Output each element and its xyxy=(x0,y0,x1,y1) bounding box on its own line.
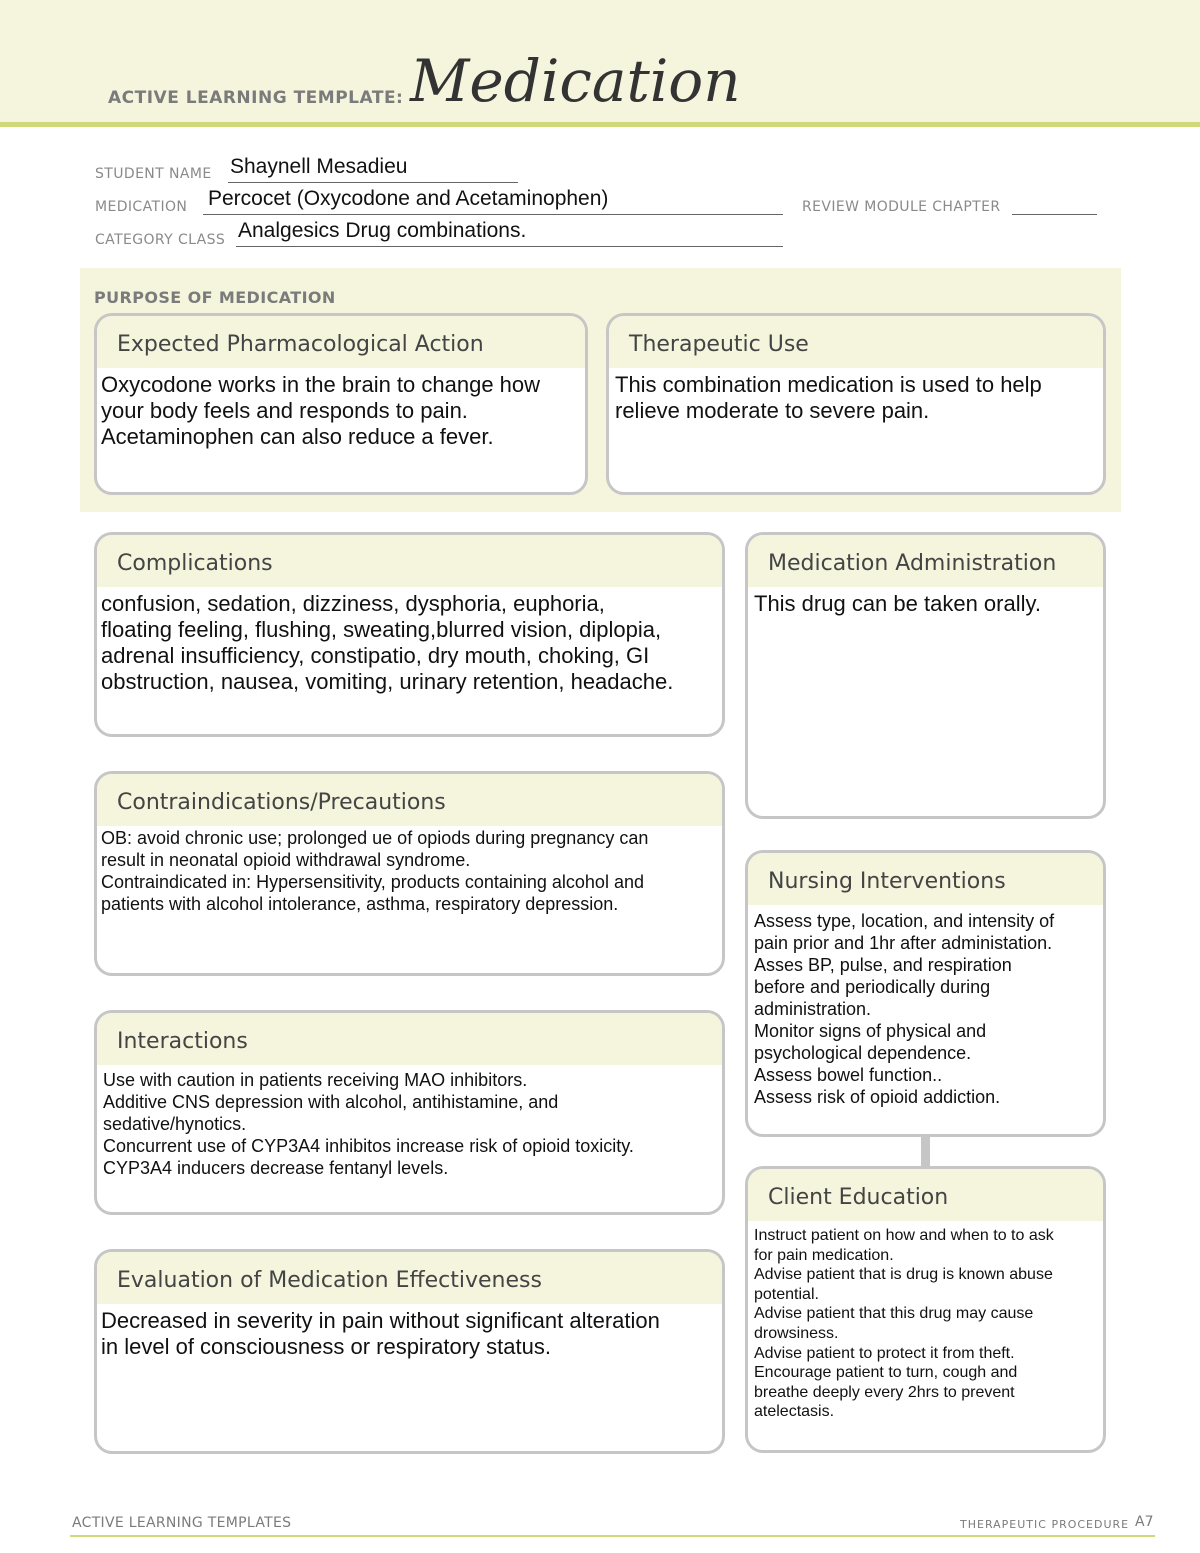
contraindications-line: Contraindicated in: Hypersensitivity, products containing alcohol and xyxy=(101,872,644,892)
nursing-line: Asses BP, pulse, and respiration xyxy=(754,955,1012,975)
client-education-box xyxy=(745,1166,1106,1453)
expected-action-line: your body feels and responds to pain. xyxy=(101,398,468,423)
interactions-line: sedative/hynotics. xyxy=(103,1114,247,1134)
therapeutic-use-text[interactable] xyxy=(609,368,1103,424)
medication-label: MEDICATION xyxy=(95,199,188,215)
complications-heading: Complications xyxy=(97,535,722,587)
template-label: ACTIVE LEARNING TEMPLATE: xyxy=(108,88,404,108)
complications-line: floating feeling, flushing, sweating,blurred vision, diplopia, xyxy=(101,617,662,642)
client-education-heading: Client Education xyxy=(748,1169,1103,1221)
complications-line: obstruction, nausea, vomiting, urinary retention, headache. xyxy=(101,669,674,694)
education-line: Advise patient to protect it from theft. xyxy=(754,1344,1015,1362)
footer-right-label: THERAPEUTIC PROCEDURE xyxy=(960,1518,1130,1531)
nursing-interventions-text[interactable] xyxy=(748,905,1103,1108)
education-line: Instruct patient on how and when to to ask xyxy=(754,1227,1054,1244)
expected-action-line: Oxycodone works in the brain to change how xyxy=(101,372,541,397)
student-name-label: STUDENT NAME xyxy=(95,166,212,182)
contraindications-line: OB: avoid chronic use; prolonged ue of opiods during pregnancy can xyxy=(101,828,649,848)
therapeutic-use-line: relieve moderate to severe pain. xyxy=(615,398,930,423)
complications-box xyxy=(94,532,725,737)
contraindications-line: patients with alcohol intolerance, asthma, respiratory depression. xyxy=(101,894,619,914)
expected-action-line: Acetaminophen can also reduce a fever. xyxy=(101,424,494,449)
expected-action-box xyxy=(94,313,588,495)
category-class-field[interactable]: Analgesics Drug combinations. xyxy=(238,219,527,242)
complications-line: confusion, sedation, dizziness, dysphoria, euphoria, xyxy=(101,591,605,616)
complications-text[interactable] xyxy=(97,587,722,695)
contraindications-box xyxy=(94,771,725,976)
evaluation-line: Decreased in severity in pain without significant alteration xyxy=(101,1308,660,1333)
interactions-line: Use with caution in patients receiving MAO inhibitors. xyxy=(103,1070,528,1090)
therapeutic-use-line: This combination medication is used to help xyxy=(615,372,1042,397)
complications-line: adrenal insufficiency, constipatio, dry mouth, choking, GI xyxy=(101,643,650,668)
interactions-box xyxy=(94,1010,725,1215)
nursing-line: Assess type, location, and intensity of xyxy=(754,911,1055,931)
medication-field[interactable]: Percocet (Oxycodone and Acetaminophen) xyxy=(208,187,609,210)
nursing-line: before and periodically during xyxy=(754,977,991,997)
category-class-underline xyxy=(236,246,783,247)
medication-underline xyxy=(203,214,783,215)
administration-text[interactable] xyxy=(748,587,1103,617)
interactions-line: Additive CNS depression with alcohol, antihistamine, and xyxy=(103,1092,559,1112)
review-module-label: REVIEW MODULE CHAPTER xyxy=(802,199,1001,215)
interactions-line: CYP3A4 inducers decrease fentanyl levels. xyxy=(103,1158,449,1178)
contraindications-heading: Contraindications/Precautions xyxy=(97,774,722,826)
interactions-heading: Interactions xyxy=(97,1013,722,1065)
nursing-line: Assess risk of opioid addiction. xyxy=(754,1087,1001,1107)
interactions-text[interactable] xyxy=(97,1065,722,1179)
page-number: A7 xyxy=(1135,1514,1154,1530)
category-class-label: CATEGORY CLASS xyxy=(95,232,226,248)
education-line: Encourage patient to turn, cough and xyxy=(754,1364,1018,1382)
review-module-field[interactable] xyxy=(1012,214,1097,215)
education-line: Advise patient that this drug may cause xyxy=(754,1305,1034,1323)
therapeutic-use-heading: Therapeutic Use xyxy=(609,316,1103,368)
header-divider xyxy=(0,122,1200,127)
education-line: potential. xyxy=(754,1285,819,1303)
administration-heading: Medication Administration xyxy=(748,535,1103,587)
nursing-line: pain prior and 1hr after administation. xyxy=(754,933,1053,953)
education-line: breathe deeply every 2hrs to prevent xyxy=(754,1383,1015,1401)
client-education-text[interactable] xyxy=(748,1221,1103,1422)
nursing-line: administration. xyxy=(754,999,872,1019)
evaluation-text[interactable] xyxy=(97,1304,722,1360)
purpose-title: PURPOSE OF MEDICATION xyxy=(94,288,336,307)
page-title: Medication xyxy=(410,47,741,115)
education-line: Advise patient that is drug is known abuse xyxy=(754,1266,1053,1284)
footer-divider xyxy=(70,1535,1155,1537)
contraindications-line: result in neonatal opioid withdrawal syndrome. xyxy=(101,850,471,870)
administration-box xyxy=(745,532,1106,819)
evaluation-line: in level of consciousness or respiratory status. xyxy=(101,1334,551,1359)
student-name-underline xyxy=(228,182,518,183)
education-line: for pain medication. xyxy=(754,1246,894,1264)
evaluation-box xyxy=(94,1249,725,1454)
interactions-line: Concurrent use of CYP3A4 inhibitos increase risk of opioid toxicity. xyxy=(103,1136,634,1156)
student-name-field[interactable]: Shaynell Mesadieu xyxy=(230,155,408,178)
nursing-line: psychological dependence. xyxy=(754,1043,972,1063)
education-line: drowsiness. xyxy=(754,1324,839,1342)
administration-line: This drug can be taken orally. xyxy=(754,591,1041,616)
expected-action-text[interactable] xyxy=(97,368,585,450)
therapeutic-use-box xyxy=(606,313,1106,495)
box-connector xyxy=(921,1136,930,1166)
nursing-line: Assess bowel function.. xyxy=(754,1065,943,1085)
nursing-line: Monitor signs of physical and xyxy=(754,1021,987,1041)
education-line: atelectasis. xyxy=(754,1403,835,1421)
nursing-interventions-box xyxy=(745,850,1106,1137)
nursing-interventions-heading: Nursing Interventions xyxy=(748,853,1103,905)
expected-action-heading: Expected Pharmacological Action xyxy=(97,316,585,368)
evaluation-heading: Evaluation of Medication Effectiveness xyxy=(97,1252,722,1304)
contraindications-text[interactable] xyxy=(97,826,722,915)
footer-left-label: ACTIVE LEARNING TEMPLATES xyxy=(72,1515,292,1531)
